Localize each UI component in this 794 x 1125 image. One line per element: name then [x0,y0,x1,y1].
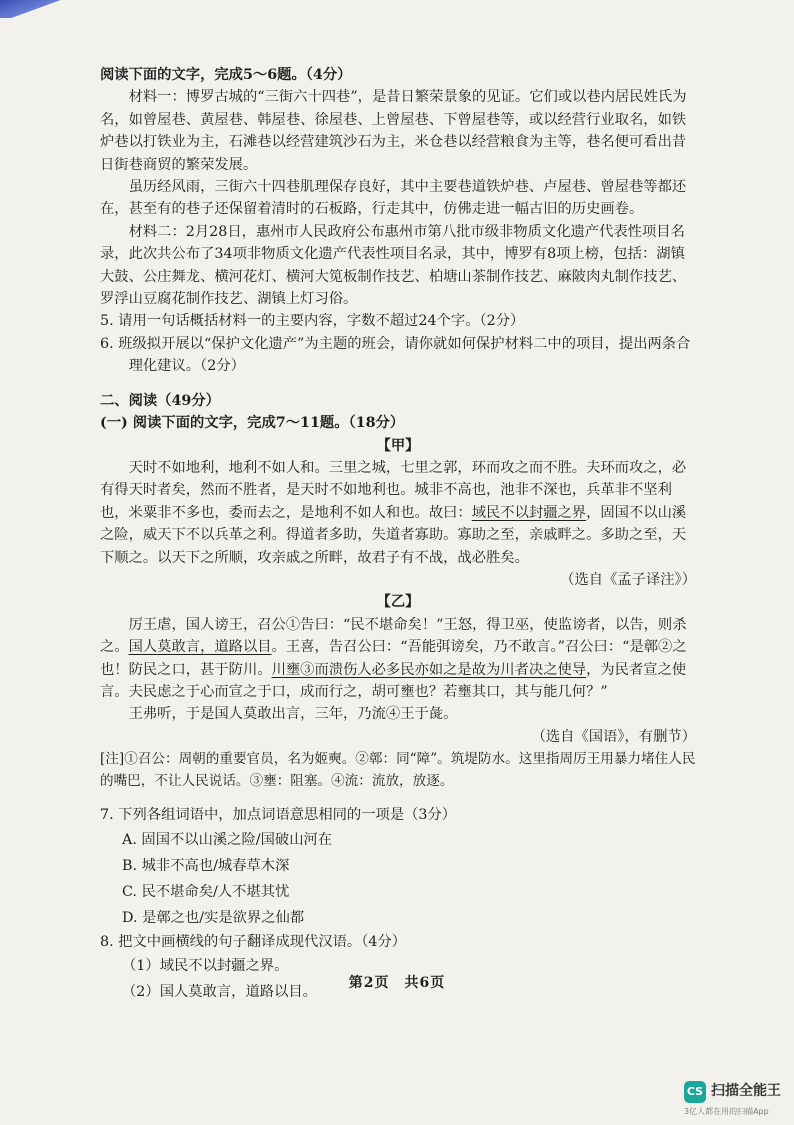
reading-intro-5-6: 阅读下面的文字，完成5～6题。（4分） [100,67,352,83]
q8-item-2: （2）国人莫敢言，道路以目。 [122,984,317,1000]
material-two: 材料二：2月28日，惠州市人民政府公布惠州市第八批市级非物质文化遗产代表性项目名录，此次共公布了34项非物质文化遗产代表性项目名录，其中，博罗有8项上榜，包括：湖镇大鼓、公庄舞龙、横河花灯、横河大笕板制作技艺、柏塘山茶制作技艺、麻陂肉丸制作技艺、罗浮山豆腐花制作技艺、湖镇上灯习俗。 [100,223,687,308]
passage-jia-b: ，固国不以山溪之险，威天下不以兵革之利。得道者多助，失道者寡助。寡助之至，亲戚畔之。多助之至，天下顺之。以天下之所顺，攻亲戚之所畔，故君子有不战，战必胜矣。 [100,504,687,566]
question-5: 5. 请用一句话概括材料一的主要内容，字数不超过24个字。（2分） [100,313,525,330]
passage-yi-ending: 王弗听，于是国人莫敢出言，三年，乃流④王于彘。 [128,706,458,723]
passage-yi-title: 【乙】 [376,594,420,611]
passage-yi-c: ，为民者宣之使言。夫民虑之于心而宣之于口，成而行之，胡可壅也？若壅其口，其与能几何？” [100,661,687,700]
page-content [100,64,696,1005]
camscanner-logo-icon: CS [684,1081,706,1103]
passage-yi-b: 。王喜，告召公曰：“吾能弭谤矣，乃不敢言。”召公曰：“是鄣②之也！防民之口，甚于防川。 [100,639,687,678]
passage-jia-title: 【甲】 [376,437,420,454]
material-one-p1: 材料一：博罗古城的“三街六十四巷”，是昔日繁荣景象的见证。它们或以巷内居民姓氏为名，如曾屋巷、黄屋巷、韩屋巷、徐屋巷、上曾屋巷、下曾屋巷等，或以经营行业取名，如铁炉巷以打铁业为主，石滩巷以经营建筑沙石为主，米仓巷以经营粮食为主等，巷名便可看出昔日街巷商贸的繁荣发展。 [100,89,687,173]
passage-yi [100,614,696,704]
passage-jia [100,457,696,569]
scanner-tagline: 3亿人都在用的扫描App [684,1107,769,1116]
annotation-note: [注]①召公：周朝的重要官员，名为姬奭。②鄣：同“障”。筑堤防水。这里指周厉王用暴力堵住人民的嘴巴，不让人民说话。③壅：阻塞。④流：流放，放逐。 [100,751,696,790]
underlined-sentence-1: 域民不以封疆之界 [471,504,587,521]
q8-item-1: （1）域民不以封疆之界。 [122,958,289,974]
underlined-sentence-2: 国人莫敢言，道路以目 [128,639,272,656]
q7-option-c: C. 民不堪命矣/人不堪其忧 [122,883,290,900]
question-8: 8. 把文中画横线的句子翻译成现代汉语。（4分） [100,933,407,950]
q7-option-b: B. 城非不高也/城春草木深 [122,857,290,874]
material-one-p2: 虽历经风雨，三街六十四巷肌理保存良好，其中主要巷道铁炉巷、卢屋巷、曾屋巷等都还在，甚至有的巷子还保留着清时的石板路，行走其中，仿佛走进一幅古旧的历史画卷。 [100,179,687,218]
q7-option-a: A. 固国不以山溪之险/国破山河在 [122,831,333,848]
question-7: 7. 下列各组词语中，加点词语意思相同的一项是（3分） [100,807,457,824]
passage-jia-source: （选自《孟子译注》） [560,571,696,588]
underlined-sentence-3: 川壅③而溃伤人必多民亦如之是故为川者决之使导 [271,661,587,678]
passage-jia-a: 天时不如地利，地利不如人和。三里之城，七里之郭，环而攻之而不胜。夫环而攻之，必有得天时者矣，然而不胜者，是天时不如地利也。城非不高也，池非不深也，兵革非不坚利也，米粟非不多也，委而去之，是地利不如人和也。故曰： [100,459,687,521]
question-6: 6. 班级拟开展以“保护文化遗产”为主题的班会，请你就如何保护材料二中的项目，提出两条合理化建议。（2分） [100,335,691,375]
corner-mark [0,0,60,18]
page-number: 第2页 共6页 [348,975,446,991]
passage-yi-a: 厉王虐，国人谤王，召公①告曰：“民不堪命矣！”王怒，得卫巫，使监谤者，以告，则杀之。 [100,616,687,656]
subsection-title: (一) 阅读下面的文字，完成7～11题。（18分） [100,415,405,432]
scanner-watermark [684,1079,794,1125]
q7-option-d: D. 是鄣之也/实是欲界之仙都 [122,909,305,926]
section-reading-title: 二、阅读（49分） [100,392,220,409]
scanner-app-name: 扫描全能王 [711,1083,781,1099]
passage-yi-source: （选自《国语》，有删节） [531,728,696,745]
